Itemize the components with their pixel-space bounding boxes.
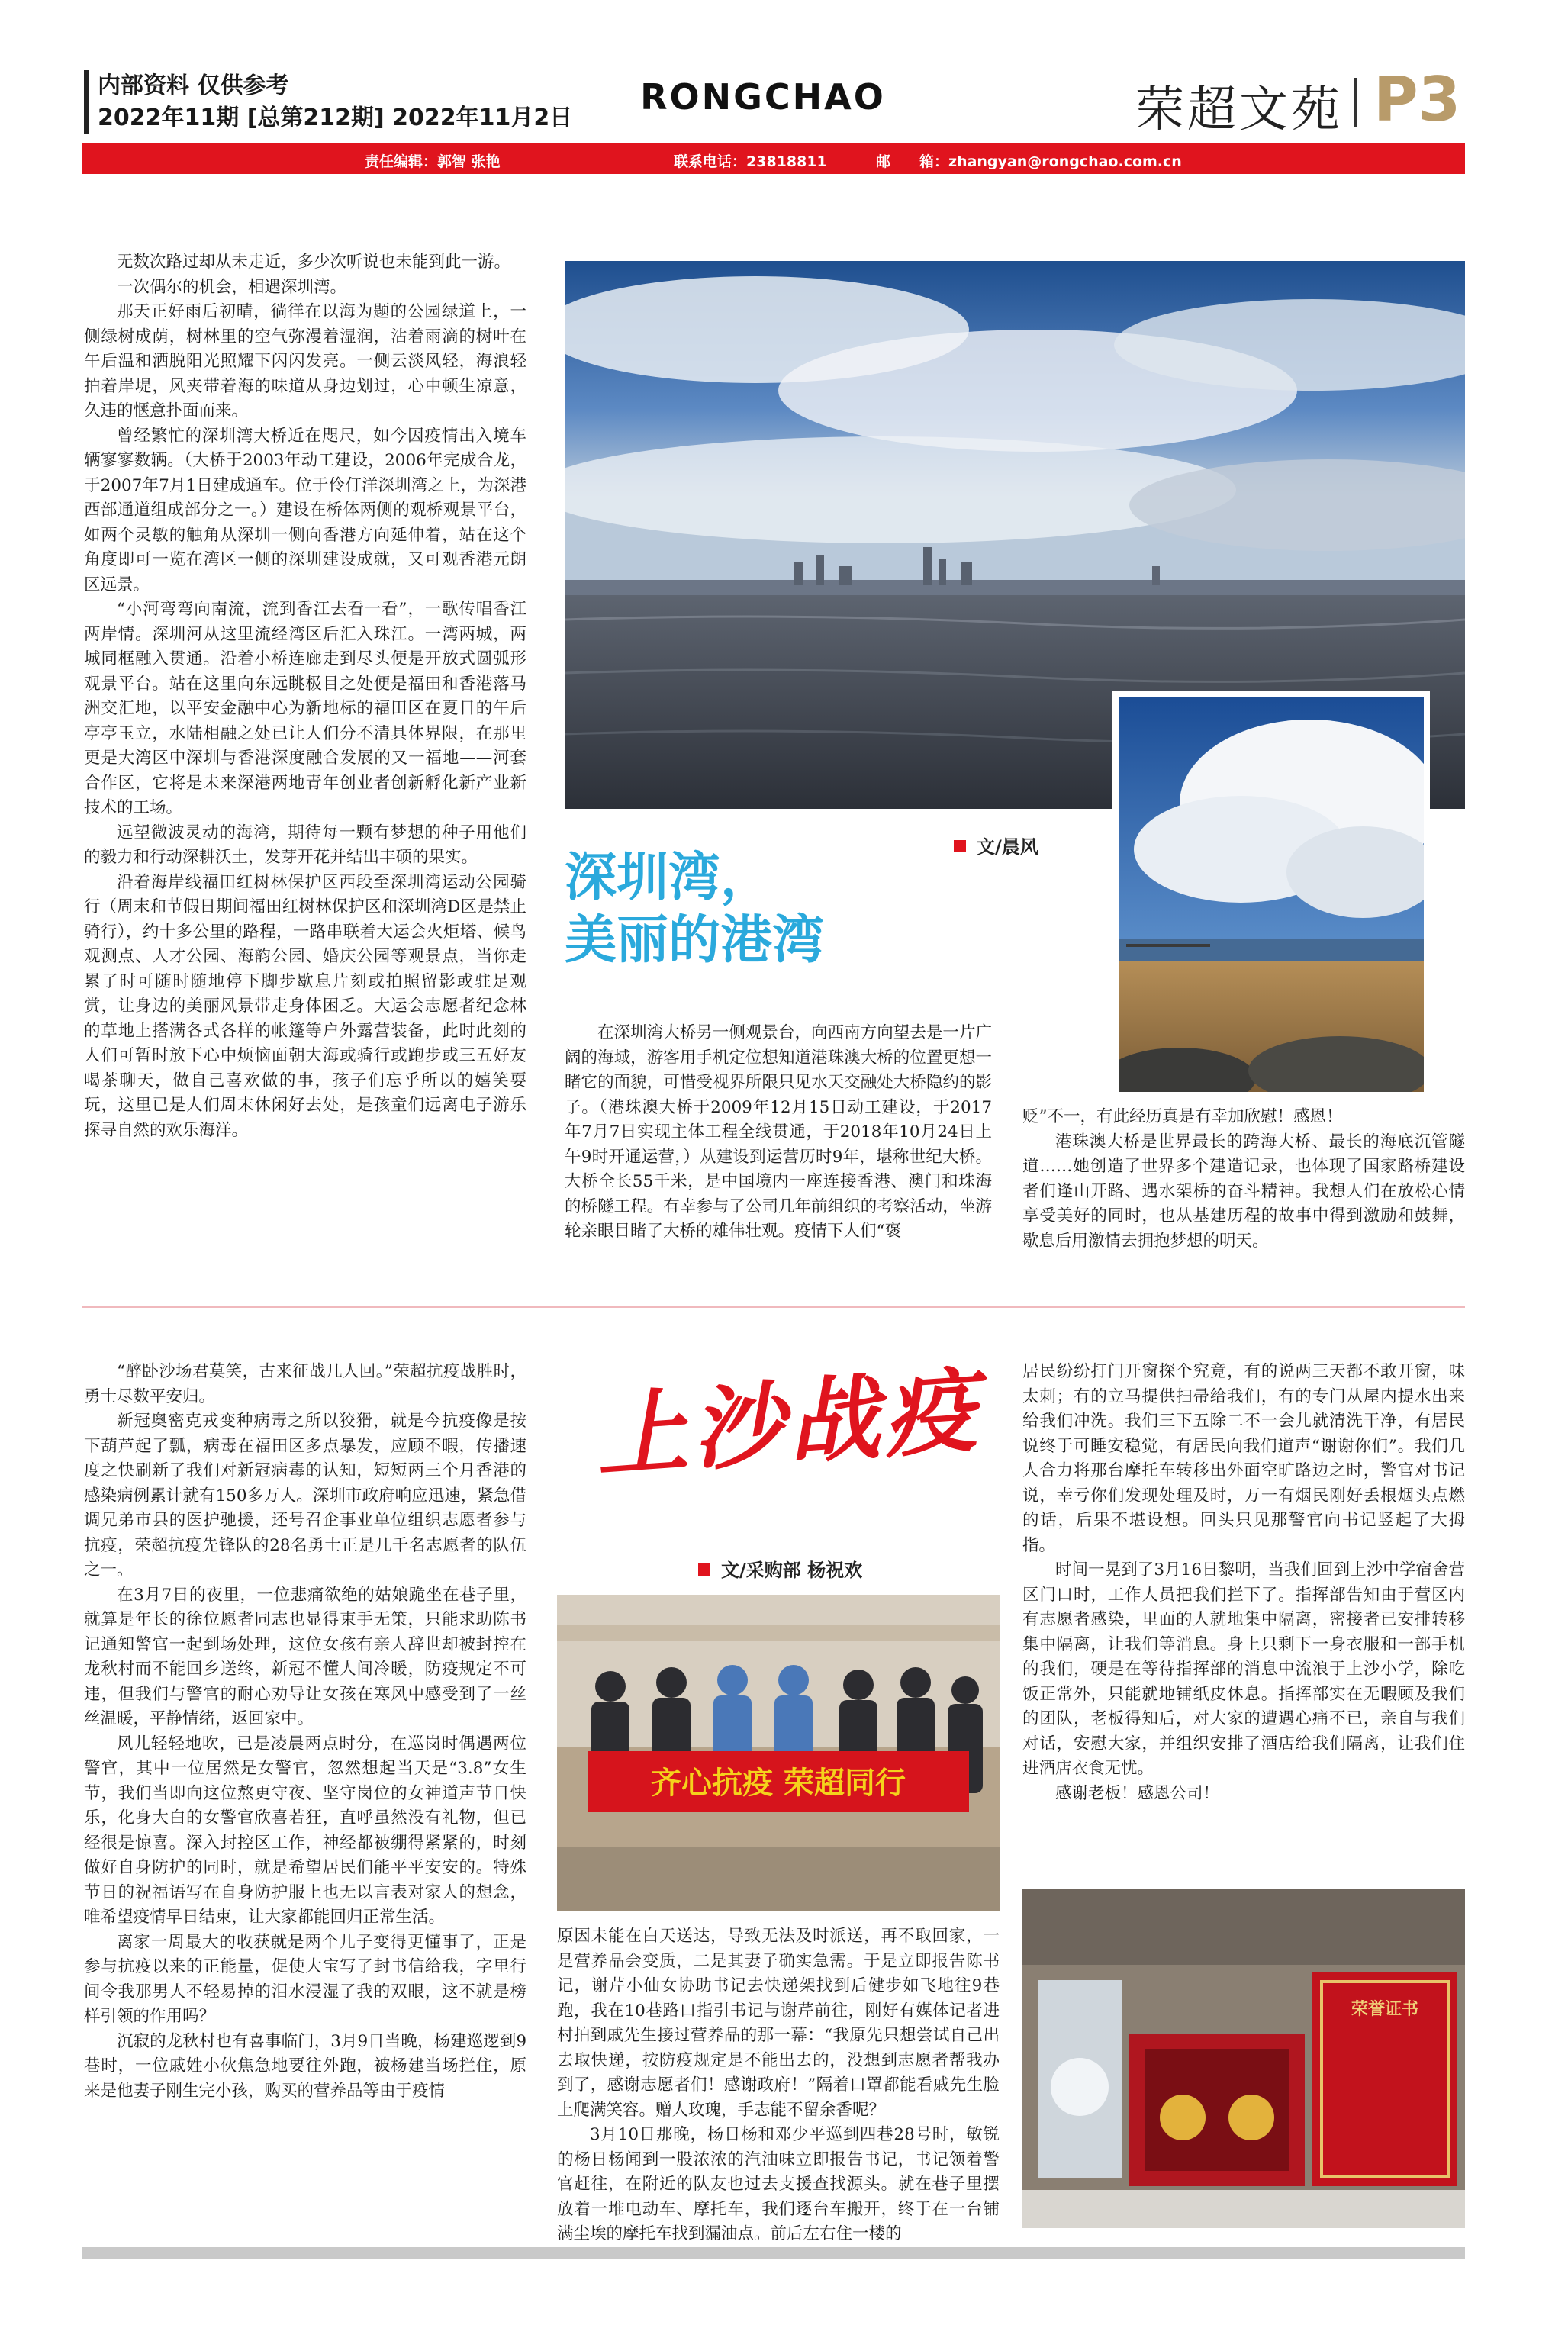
article1-col2 [565,1021,992,1245]
internal-notice: 内部资料 仅供参考 [98,72,289,99]
paragraph: 居民纷纷打门开窗探个究竟，有的说两三天都不敢开窗，味太刺；有的立马提供扫帚给我们，有的专门从屋内提水出来给我们冲洗。我们三下五除二不一会儿就清洗干净，有居民说终于可睡安稳觉，有居民向我们道声“谢谢你们”。我们几人合力将那台摩托车转移出外面空旷路边之时，警官对书记说，幸亏你们发现处理及时，万一有烟民刚好丢根烟头点燃的话，后果不堪设想。回头只见那警官向书记竖起了大拇指。 [1022,1362,1465,1555]
byline-text: 文/采购部 杨祝欢 [721,1560,863,1581]
phone-info: 联系电话：23818811 [674,153,827,170]
title-line1: 深圳湾， [565,848,773,908]
editor-info: 责任编辑：郭智 张艳 [365,153,501,170]
article1-byline [954,832,1038,858]
article1-col1 [84,250,526,1143]
paragraph: 沿着海岸线福田红树林保护区西段至深圳湾运动公园骑行（周末和节假日期间福田红树林保护区和深圳湾D区是禁止骑行），约十多公里的路程，一路串联着大运会火炬塔、候鸟观测点、人才公园、海韵公园、婚庆公园等观景点，当你走累了时可随时随地停下脚步歇息片刻或拍照留影或驻足观赏，让身边的美丽风景带走身体困乏。大运会志愿者纪念林的草地上搭满各式各样的帐篷等户外露营装备，此时此刻的人们可暂时放下心中烦恼面朝大海或骑行或跑步或三五好友喝茶聊天，做自己喜欢做的事，孩子们忘乎所以的嬉笑耍玩，这里已是人们周末休闲好去处，是孩童们远离电子游乐探寻自然的欢乐海洋。 [84,872,526,1140]
byline-text: 文/晨风 [977,836,1038,858]
email-info: 邮 箱：zhangyan@rongchao.com.cn [876,153,1182,170]
issue-line: 2022年11期 [总第212期] 2022年11月2日 [98,105,573,131]
info-bar [82,143,1465,174]
paragraph: 远望微波灵动的海湾，期待每一颗有梦想的种子用他们的毅力和行动深耕沃土，发芽开花并结出丰硕的果实。 [84,823,526,867]
paragraph: “醉卧沙场君莫笑，古来征战几人回。”荣超抗疫战胜时，勇士尽数平安归。 [84,1362,526,1406]
footer-bar [82,2247,1465,2259]
red-square-icon [698,1563,710,1576]
red-square-icon [954,840,966,852]
photo-medals [1022,1889,1465,2228]
column-name: 荣超文苑 [1135,82,1343,138]
article1-title [565,847,900,972]
banner-text: 齐心抗疫 荣超同行 [651,1766,906,1801]
paragraph: 时间一晃到了3月16日黎明，当我们回到上沙中学宿舍营区门口时，工作人员把我们拦下了。指挥部告知由于营区内有志愿者感染，里面的人就地集中隔离，密接者已安排转移集中隔离，让我们等消息。身上只剩下一身衣服和一部手机的我们，硬是在等待指挥部的消息中流浪于上沙小学，除吃饭正常外，只能就地铺纸皮休息。指挥部实在无暇顾及我们的团队，老板得知后，对大家的遭遇心痛不已，亲自与我们对话，安慰大家，并组织安排了酒店给我们隔离，让我们住进酒店衣食无忧。 [1022,1560,1465,1778]
paragraph: 港珠澳大桥是世界最长的跨海大桥、最长的海底沉管隧道……她创造了世界多个建造记录，也体现了国家路桥建设者们逢山开路、遇水架桥的奋斗精神。我想人们在放松心情享受美好的同时，也从基建历程的故事中得到激励和鼓舞，歇息后用激情去拥抱梦想的明天。 [1022,1132,1465,1251]
article2-col2 [557,1924,1000,2247]
article2-col3 [1022,1360,1465,1806]
paragraph: 无数次路过却从未走近，多少次听说也未能到此一游。 [117,253,511,272]
photo-volunteers [557,1595,1000,1911]
paragraph: 离家一周最大的收获就是两个儿子变得更懂事了，正是参与抗疫以来的正能量，促使大宝写了封书信给我，字里行间令我那男人不轻易掉的泪水浸湿了我的双眼，这不就是榜样引领的作用吗？ [84,1932,526,2026]
paragraph: 那天正好雨后初晴，徜徉在以海为题的公园绿道上，一侧绿树成荫，树林里的空气弥漫着湿润，沾着雨滴的树叶在午后温和洒脱阳光照耀下闪闪发亮。一侧云淡风轻，海浪轻拍着岸堤，风夹带着海的味道从身边划过，心中顿生凉意，久违的惬意扑面而来。 [84,302,526,420]
paragraph: 新冠奥密克戎变种病毒之所以狡猾，就是今抗疫像是按下葫芦起了瓢，病毒在福田区多点暴发，应顾不暇，传播速度之快刷新了我们对新冠病毒的认知，短短两三个月香港的感染病例累计就有150多万人。深圳市政府响应迅速，紧急借调兄弟市县的医护驰援，还号召企事业单位组织志愿者参与抗疫，荣超抗疫先锋队的28名勇士正是几千名志愿者的队伍之一。 [84,1412,526,1580]
paragraph: 贬”不一，有此经历真是有幸加欣慰！感恩！ [1022,1107,1343,1126]
column-divider [1354,78,1357,127]
certificate-text: 荣誉证书 [1351,2000,1419,2019]
article1-col3 [1022,1105,1465,1254]
paragraph: 在3月7日的夜里，一位悲痛欲绝的姑娘跪坐在巷子里，就算是年长的徐位愿者同志也显得束手无策，只能求助陈书记通知警官一起到场处理，这位女孩有亲人辞世却被封控在龙秋村而不能回乡送终，新冠不懂人间冷暖，防疫规定不可违，但我们与警官的耐心劝导让女孩在寒风中感受到了一丝丝温暖，平静情绪，返回家中。 [84,1585,526,1728]
paragraph: 原因未能在白天送达，导致无法及时派送，再不取回家，一是营养品会变质，二是其妻子确实急需。于是立即报告陈书记，谢芹小仙女协助书记去快递架找到后健步如飞地往9巷跑，我在10巷路口指引书记与谢芹前往，刚好有媒体记者进村拍到戚先生接过营养品的那一幕：“我原先只想尝试自己出去取快递，按防疫规定是不能出去的，没想到志愿者帮我办到了，感谢志愿者们！感谢政府！”隔着口罩都能看戚先生脸上爬满笑容。赠人玫瑰，手志能不留余香呢？ [557,1927,1000,2120]
paragraph: 沉寂的龙秋村也有喜事临门，3月9日当晚，杨建巡逻到9巷时，一位戚姓小伙焦急地要往外跑，被杨建当场拦住，原来是他妻子刚生完小孩，购买的营养品等由于疫情 [84,2031,526,2101]
paragraph: 感谢老板！感恩公司！ [1055,1783,1220,1803]
article2-col1 [84,1360,526,2104]
page-number: P3 [1373,64,1461,135]
title-line2: 美丽的港湾 [565,910,825,971]
paragraph: 曾经繁忙的深圳湾大桥近在咫尺，如今因疫情出入境车辆寥寥数辆。（大桥于2003年动工建设，2006年完成合龙，于2007年7月1日建成通车。位于伶仃洋深圳湾之上，为深港西部通道组成部分之一。）建设在桥体两侧的观桥观景平台，如两个灵敏的触角从深圳一侧向香港方向延伸着，站在这个角度即可一览在湾区一侧的深圳建设成就，又可观香港元朗区远景。 [84,426,526,594]
masthead-info [84,70,586,134]
paragraph: 一次偶尔的机会，相遇深圳湾。 [117,277,347,297]
paragraph: 风儿轻轻地吹，已是凌晨两点时分，在巡岗时偶遇两位警官，其中一位居然是女警官，忽然想起当天是“3.8”女生节，我们当即向这位熬更守夜、坚守岗位的女神道声节日快乐，化身大白的女警官欣喜若狂，直呼虽然没有礼物，但已经很是惊喜。深入封控区工作，神经都被绷得紧紧的，时刻做好自身防护的同时，就是希望居民们能平平安安的。特殊节日的祝福语写在自身防护服上也无以言表对家人的想念，唯希望疫情早日结束，让大家都能回归正常生活。 [84,1734,526,1927]
paragraph: 3月10日那晚，杨日杨和邓少平巡到四巷28号时，敏锐的杨日杨闻到一股浓浓的汽油味立即报告书记，书记领着警官赶往，在附近的队友也过去支援查找源头。就在巷子里摆放着一堆电动车、摩托车，我们逐台车搬开，终于在一台铺满尘埃的摩托车找到漏油点。前后左右住一楼的 [557,2125,1000,2243]
article2-title: 上沙战疫 [592,1357,984,1491]
paragraph: “小河弯弯向南流，流到香江去看一看”，一歌传唱香江两岸情。深圳河从这里流经湾区后汇入珠江。一湾两城，两城同框融入贯通。沿着小桥连廊走到尽头便是开放式圆弧形观景平台。站在这里向东远眺极目之处便是福田和香港落马洲交汇地，以平安金融中心为新地标的福田区在夏日的午后亭亭玉立，水陆相融之处已让人们分不清具体界限，在那里更是大湾区中深圳与香港深度融合发展的又一福地——河套合作区，它将是未来深港两地青年创业者创新孵化新产业新技术的工场。 [84,600,526,817]
section-divider [82,1306,1465,1308]
paragraph: 在深圳湾大桥另一侧观景台，向西南方向望去是一片广阔的海域，游客用手机定位想知道港珠澳大桥的位置更想一睹它的面貌，可惜受视界所限只见水天交融处大桥隐约的影子。（港珠澳大桥于2009年12月15日动工建设，于2017年7月7日实现主体工程全线贯通，于2018年10月24日上午9时开通运营，）从建设到运营历时9年，堪称世纪大桥。大桥全长55千米，是中国境内一座连接香港、澳门和珠海的桥隧工程。有幸参与了公司几年前组织的考察活动，坐游轮亲眼目睹了大桥的雄伟壮观。疫情下人们“褒 [565,1023,992,1241]
photo-beach [1112,691,1430,1098]
brand-logo: RONGCHAO [640,76,886,118]
article2-byline [698,1555,862,1582]
